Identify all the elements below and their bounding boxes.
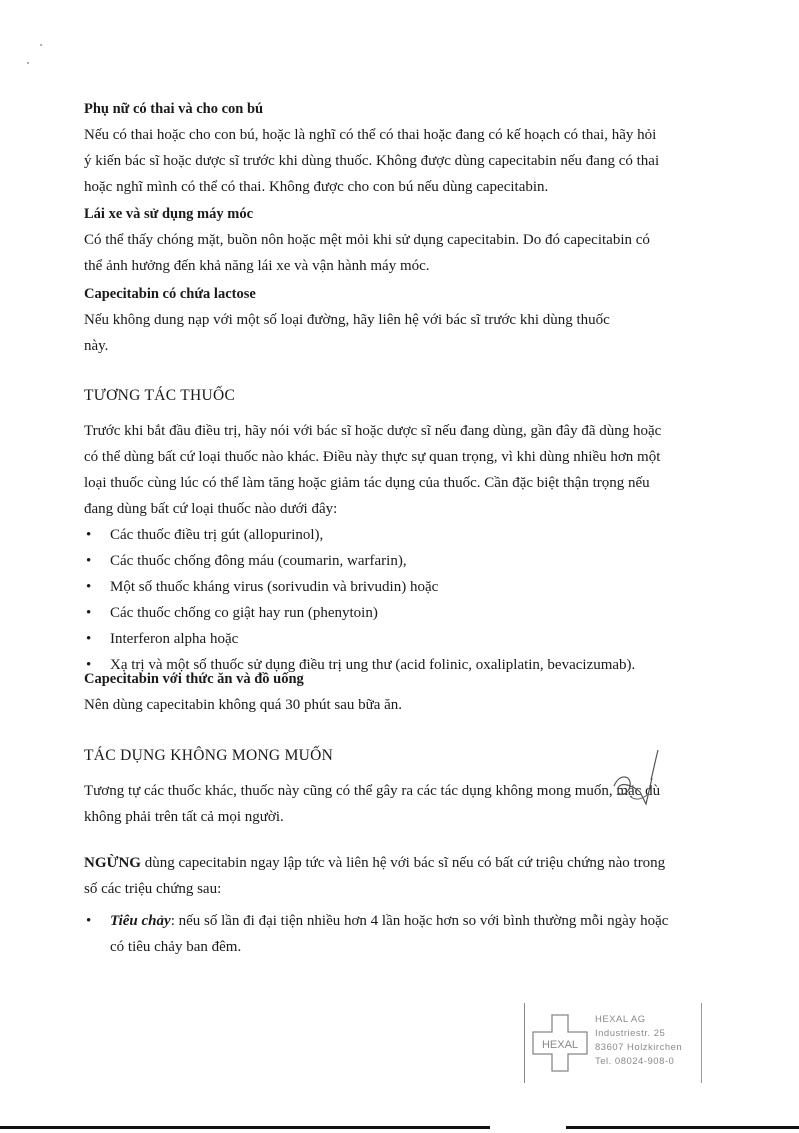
lactose-heading: Capecitabin có chứa lactose (84, 286, 256, 302)
diarrhea-text-2: có tiêu chảy ban đêm. (110, 939, 242, 955)
interactions-section (84, 418, 724, 678)
symptom-list (84, 908, 724, 960)
pregnancy-section (84, 96, 724, 200)
list-item: • Xạ trị và một số thuốc sử dụng điều trị ung thư (acid folinic, oxaliplatin, bevacizumab). (84, 652, 724, 678)
lactose-line: Nếu không dung nạp với một số loại đường, hãy liên hệ với bác sĩ trước khi dùng thuốc (84, 312, 610, 328)
driving-heading: Lái xe và sử dụng máy móc (84, 206, 254, 222)
stamp-line: 83607 Holzkirchen (595, 1042, 683, 1053)
scan-speck (40, 44, 42, 46)
page-bottom-rule (566, 1126, 799, 1129)
interactions-heading: TƯƠNG TÁC THUỐC (84, 387, 236, 404)
food-line: Nên dùng capecitabin không quá 30 phút sau bữa ăn. (84, 697, 403, 713)
driving-section (84, 201, 724, 279)
side-effects-heading: TÁC DỤNG KHÔNG MONG MUỐN (84, 747, 334, 764)
interactions-bullet-list (84, 522, 724, 678)
list-item: • Một số thuốc kháng virus (sorivudin và brivudin) hoặc (84, 574, 724, 600)
stop-line (84, 850, 724, 876)
stamp-line: Industriestr. 25 (595, 1028, 666, 1039)
pregnancy-line: ý kiến bác sĩ hoặc dược sĩ trước khi dùng thuốc. Không được dùng capecitabin nếu đang có thai (84, 153, 660, 169)
interactions-line: loại thuốc cùng lúc có thể làm tăng hoặc giảm tác dụng của thuốc. Cần đặc biệt thận trọng nếu (84, 475, 650, 491)
interactions-line: đang dùng bất cứ loại thuốc nào dưới đây: (84, 501, 338, 517)
interactions-line: có thể dùng bất cứ loại thuốc nào khác. Điều này thực sự quan trọng, vì khi dùng nhiều hơn một (84, 449, 661, 465)
driving-line: Có thể thấy chóng mặt, buồn nôn hoặc mệt mỏi khi sử dụng capecitabin. Do đó capecitabin có (84, 232, 650, 248)
list-item (84, 908, 724, 960)
list-item: • Interferon alpha hoặc (84, 626, 724, 652)
stamp-logo-text: HEXAL (541, 1039, 579, 1051)
company-stamp (524, 1003, 702, 1083)
stop-text: dùng capecitabin ngay lập tức và liên hệ với bác sĩ nếu có bất cứ triệu chứng nào trong (140, 855, 666, 871)
stamp-address (595, 1013, 682, 1069)
list-item: • Các thuốc chống đông máu (coumarin, warfarin), (84, 548, 724, 574)
pregnancy-line: hoặc nghĩ mình có thể có thai. Không được cho con bú nếu dùng capecitabin. (84, 179, 549, 195)
interactions-line: Trước khi bắt đầu điều trị, hãy nói với bác sĩ hoặc dược sĩ nếu đang dùng, gần đây đã dùng hoặc (84, 423, 662, 439)
driving-line: thể ảnh hưởng đến khả năng lái xe và vận hành máy móc. (84, 258, 430, 274)
scan-speck (27, 62, 29, 64)
hexal-logo-icon (531, 1013, 589, 1073)
handwritten-initials (600, 748, 670, 810)
list-item: • Các thuốc chống co giật hay run (phenytoin) (84, 600, 724, 626)
stop-line: số các triệu chứng sau: (84, 881, 222, 897)
pregnancy-line: Nếu có thai hoặc cho con bú, hoặc là nghĩ có thể có thai hoặc đang có kế hoạch có thai, hãy hỏi (84, 127, 657, 143)
lactose-section (84, 281, 724, 359)
pregnancy-heading: Phụ nữ có thai và cho con bú (84, 101, 264, 117)
stop-keyword: NGỪNG (84, 855, 141, 871)
stop-notice (84, 850, 724, 960)
side-effects-line: không phải trên tất cả mọi người. (84, 809, 284, 825)
diarrhea-text: : nếu số lần đi đại tiện nhiều hơn 4 lần hoặc hơn so với bình thường mỗi ngày hoặc (170, 913, 669, 929)
food-heading: Capecitabin với thức ăn và đồ uống (84, 671, 304, 687)
stamp-line: Tel. 08024-908-0 (595, 1056, 675, 1067)
page-bottom-rule (0, 1126, 490, 1129)
stamp-line: HEXAL AG (595, 1014, 646, 1025)
list-item: • Các thuốc điều trị gút (allopurinol), (84, 522, 724, 548)
lactose-line: này. (84, 338, 109, 354)
diarrhea-term: Tiêu chảy (110, 913, 171, 929)
side-effects-line: Tương tự các thuốc khác, thuốc này cũng có thể gây ra các tác dụng không mong muốn, mặc dù (84, 783, 661, 799)
food-section (84, 666, 724, 718)
